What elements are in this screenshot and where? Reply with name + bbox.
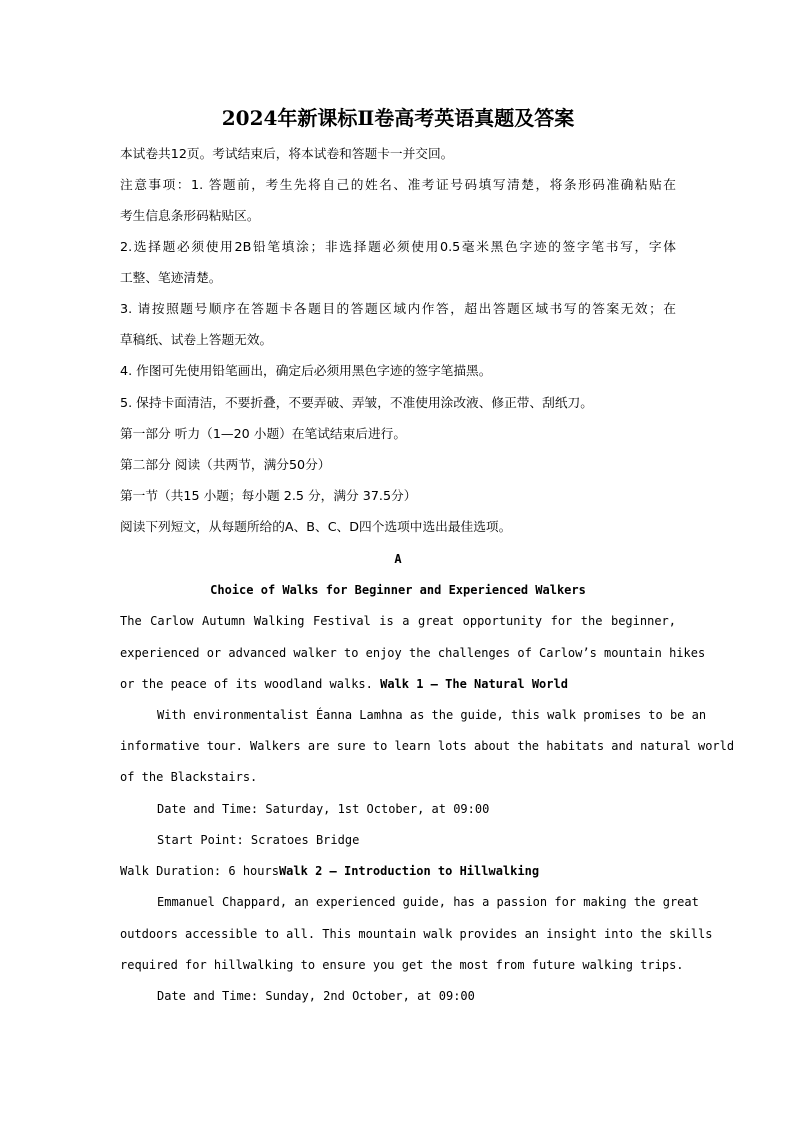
walk-1-title: Walk 1 — The Natural World (380, 677, 568, 691)
page-title: 2024年新课标Ⅱ卷高考英语真题及答案 (221, 106, 575, 130)
instruction-note-3: 3. 请按照题号顺序在答题卡各题目的答题区域内作答，超出答题区域书写的答案无效；在 (120, 301, 676, 316)
instruction-note-3-cont: 草稿纸、试卷上答题无效。 (120, 332, 273, 347)
instruction-note-4: 4. 作图可先使用铅笔画出，确定后必须用黑色字迹的签字笔描黑。 (120, 363, 492, 378)
walk-1-duration: Walk Duration: 6 hours (120, 864, 279, 878)
passage-label: A (394, 552, 402, 566)
walk-2-desc-line-1: Emmanuel Chappard, an experienced guide, has a passion for making the great (157, 895, 699, 909)
instruction-note-2-cont: 工整、笔迹清楚。 (120, 270, 222, 285)
walk-1-desc-line-3: of the Blackstairs. (120, 770, 258, 784)
instruction-note-1: 注意事项：1. 答题前，考生先将自己的姓名、准考证号码填写清楚，将条形码准确粘贴在 (120, 177, 676, 192)
part-1-heading: 第一部分 听力（1—20 小题）在笔试结束后进行。 (120, 426, 407, 441)
part-2-heading: 第二部分 阅读（共两节，满分50分） (120, 457, 331, 472)
walk-2-date: Date and Time: Sunday, 2nd October, at 09:00 (157, 989, 475, 1003)
walk-2-desc-line-3: required for hillwalking to ensure you get the most from future walking trips. (120, 958, 684, 972)
instruction-note-1-cont: 考生信息条形码粘贴区。 (120, 208, 260, 223)
walk-1-date: Date and Time: Saturday, 1st October, at 09:00 (157, 802, 490, 816)
passage-intro-line-1: The Carlow Autumn Walking Festival is a great opportunity for the beginner, (120, 614, 676, 628)
walk-1-start-point: Start Point: Scratoes Bridge (157, 833, 360, 847)
passage-intro-line-3 (120, 673, 676, 695)
passage-intro-text: or the peace of its woodland walks. (120, 677, 373, 691)
section-1-heading: 第一节（共15 小题；每小题 2.5 分，满分 37.5分） (120, 488, 417, 503)
instruction-intro: 本试卷共12页。考试结束后，将本试卷和答题卡一并交回。 (120, 146, 454, 161)
instruction-note-5: 5. 保持卡面清洁，不要折叠，不要弄破、弄皱，不准使用涂改液、修正带、刮纸刀。 (120, 395, 593, 410)
walk-2-desc-line-2: outdoors accessible to all. This mountain walk provides an insight into the skills (120, 927, 713, 941)
passage-intro-line-2: experienced or advanced walker to enjoy the challenges of Carlow’s mountain hikes (120, 646, 706, 660)
instruction-note-2: 2.选择题必须使用2B铅笔填涂；非选择题必须使用0.5毫米黑色字迹的签字笔书写，字体 (120, 239, 676, 254)
walk-2-title: Walk 2 — Introduction to Hillwalking (278, 864, 540, 878)
reading-direction: 阅读下列短文，从每题所给的A、B、C、D四个选项中选出最佳选项。 (120, 519, 512, 534)
walk-1-desc-line-1: With environmentalist Éanna Lamhna as the guide, this walk promises to be an (157, 708, 707, 722)
walk-1-desc-line-2: informative tour. Walkers are sure to learn lots about the habitats and natural world (120, 739, 735, 753)
passage-heading: Choice of Walks for Beginner and Experienced Walkers (210, 583, 586, 597)
walk-1-duration-line (120, 860, 676, 882)
